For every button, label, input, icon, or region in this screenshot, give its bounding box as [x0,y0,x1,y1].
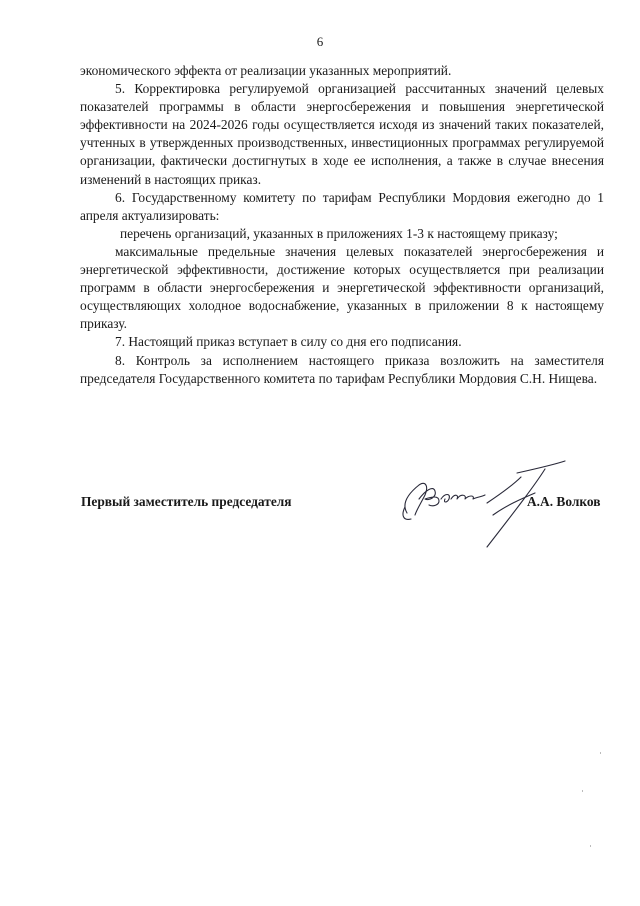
paragraph-item-6-list-2: максимальные предельные значения целевых показателей энергосбережения и энергетической эффективности, достижение которых осуществляется при реализации программ в области энергосбережения и энергетической эффективности организаций, осуществляющих холодное водоснабжение, указанных в приложении 8 к настоящему приказу. [80,243,604,332]
scan-speck [600,752,601,754]
signatory-title: Первый заместитель председателя [81,494,292,509]
scan-speck [590,845,591,847]
paragraph-continuation: экономического эффекта от реализации указанных мероприятий. [80,63,452,78]
paragraph-item-5: 5. Корректировка регулируемой организацией рассчитанных значений целевых показателей программы в области энергосбережения и повышения энергетической эффективности на 2024-2026 годы осуществляется исходя из значений таких показателей, учтенных в утвержденных производственных, инвестиционных программах регулируемой организации, фактически достигнутых в ходе ее исполнения, а также в случае внесения изменений в настоящих приказ. [80,81,604,187]
scan-speck [582,790,583,792]
page-number: 6 [316,34,324,49]
document-body [80,62,604,388]
paragraph-item-8: 8. Контроль за исполнением настоящего приказа возложить на заместителя председателя Государственного комитета по тарифам Республики Мордовия С.Н. Нищева. [80,352,604,386]
paragraph-item-6-list-1: перечень организаций, указанных в приложениях 1-3 к настоящему приказу; [120,225,558,241]
paragraph-item-6: 6. Государственному комитету по тарифам Республики Мордовия ежегодно до 1 апреля актуализировать: [80,189,604,223]
paragraph-item-7: 7. Настоящий приказ вступает в силу со дня его подписания. [115,334,462,350]
signatory-name: А.А. Волков [527,494,601,509]
